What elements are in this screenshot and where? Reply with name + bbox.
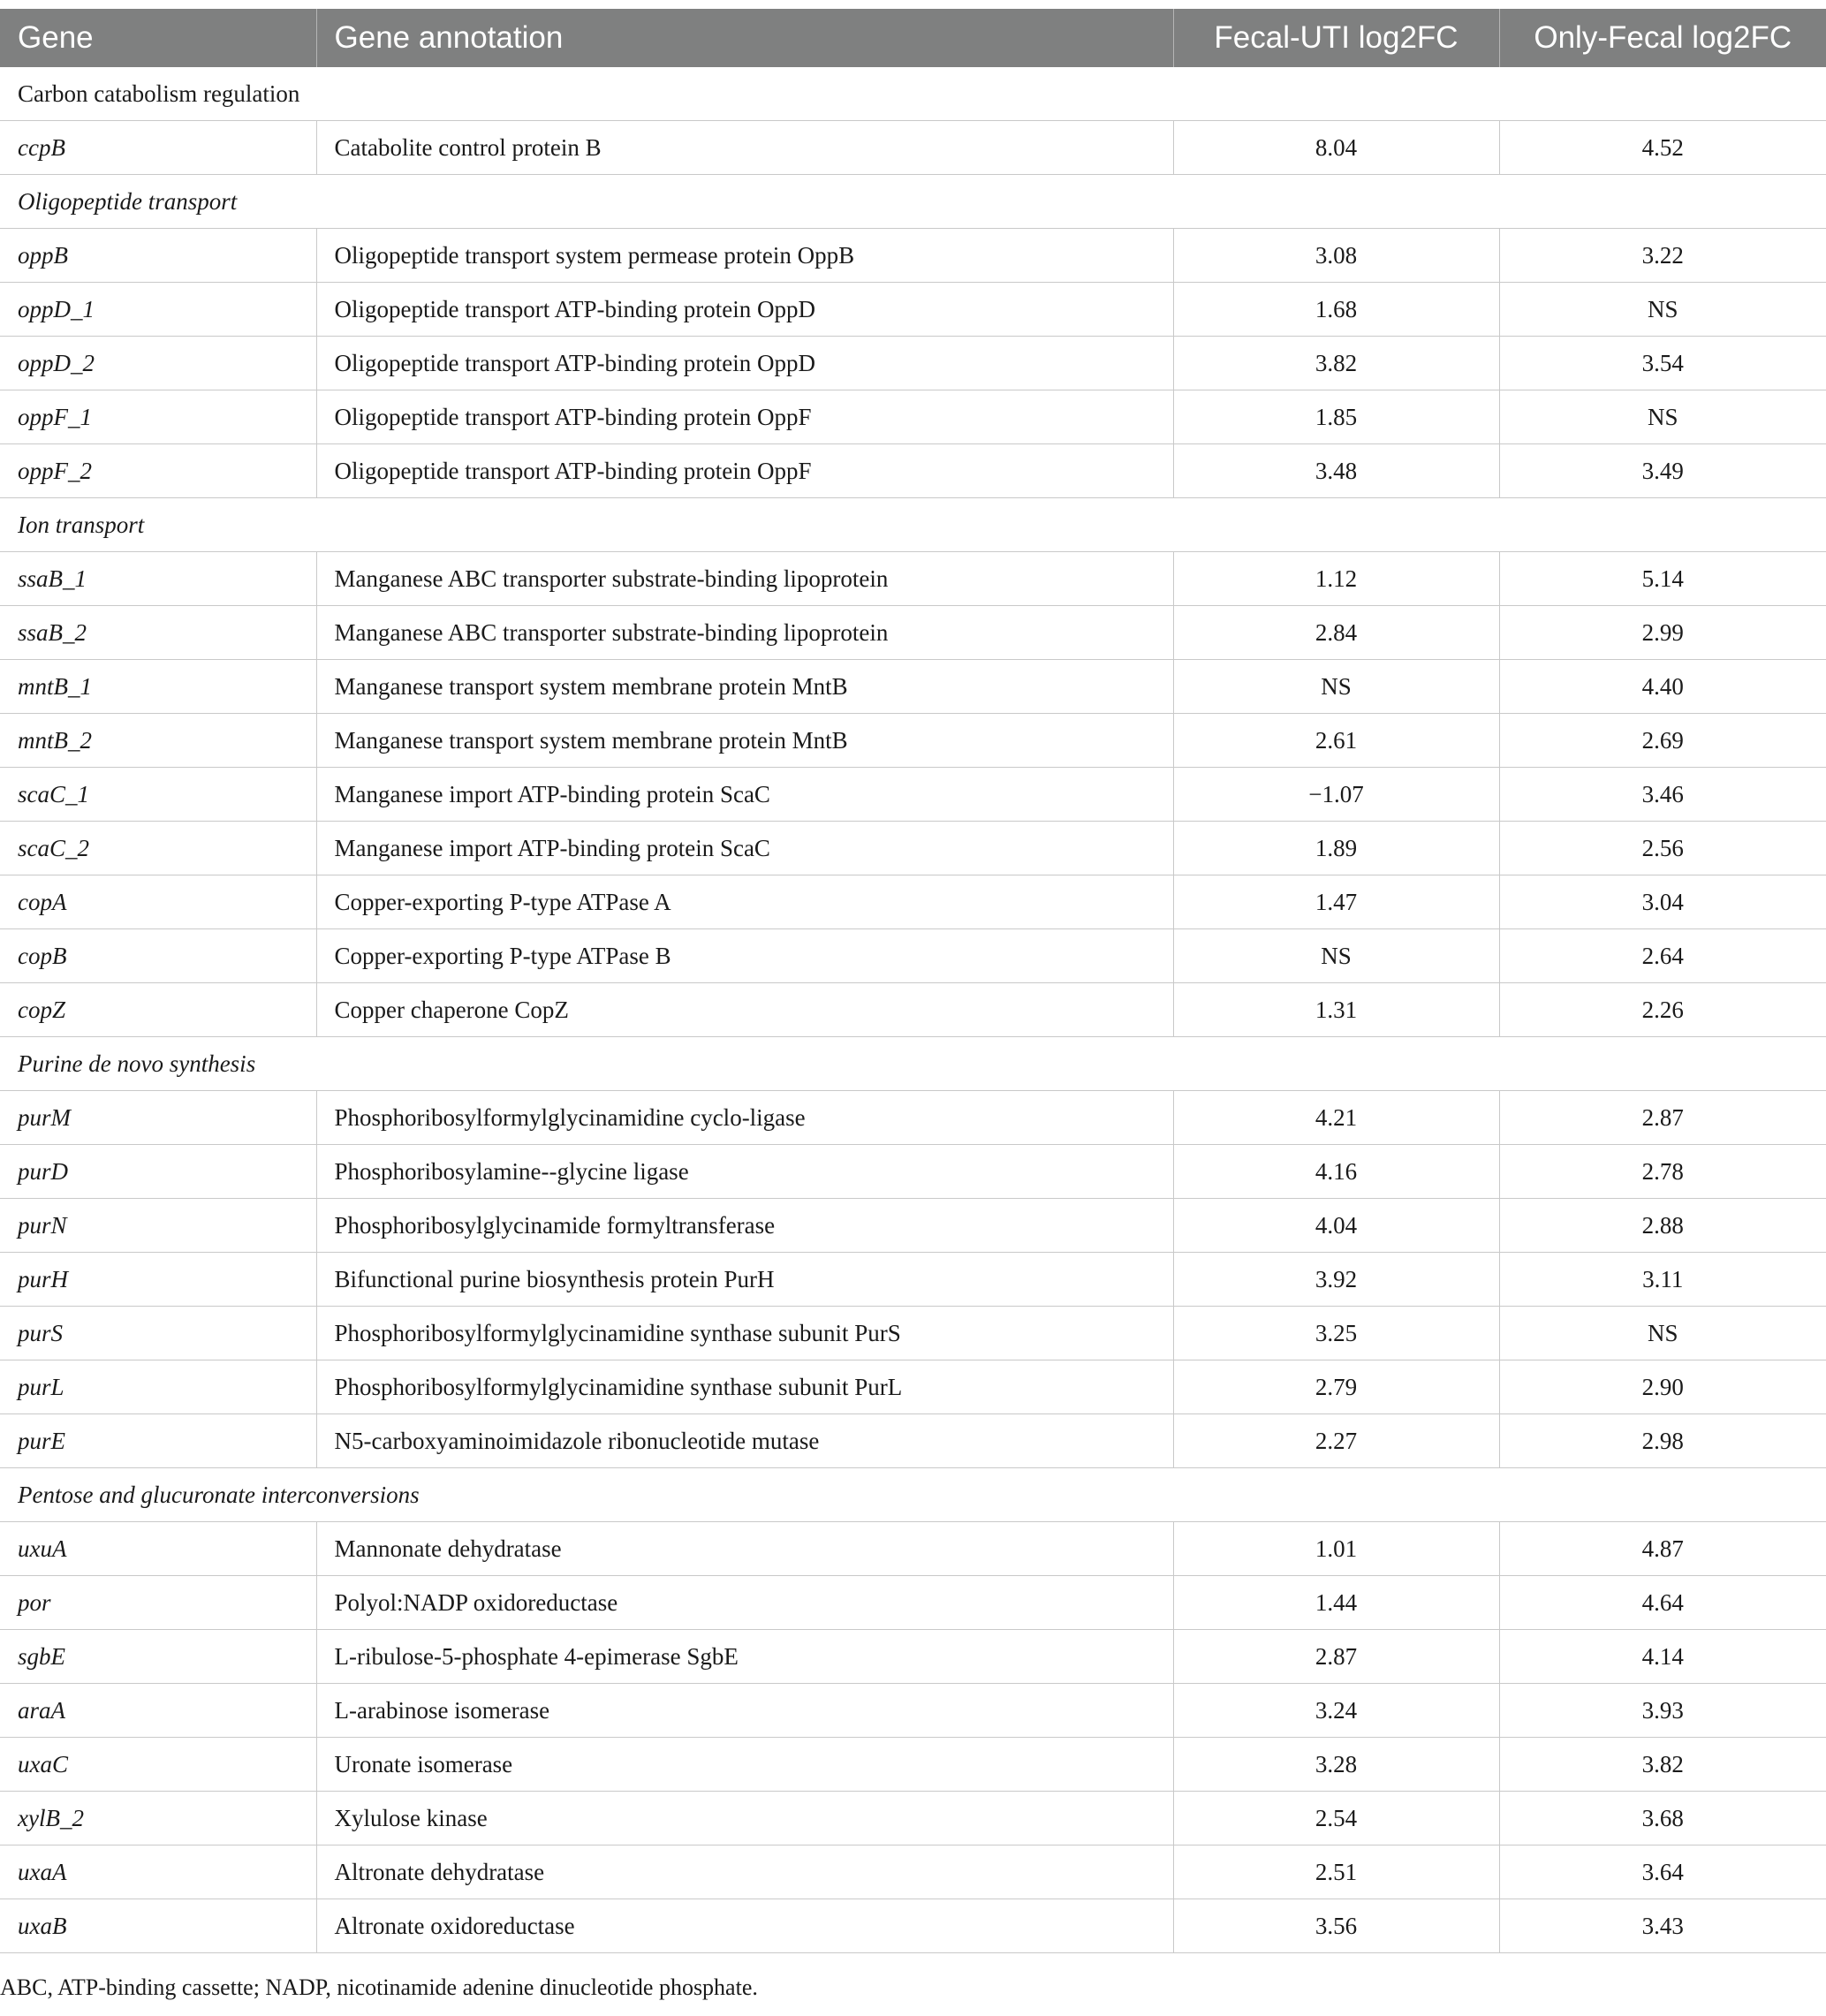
section-row [0, 67, 1826, 121]
table-row [0, 983, 1826, 1037]
only-fecal-log2fc-cell: 2.90 [1499, 1360, 1826, 1414]
fecal-uti-log2fc-cell: −1.07 [1173, 768, 1499, 822]
gene-cell: sgbE [0, 1630, 316, 1684]
gene-cell: purE [0, 1414, 316, 1468]
fecal-uti-log2fc-cell: 2.84 [1173, 606, 1499, 660]
fecal-uti-log2fc-cell: 1.47 [1173, 875, 1499, 929]
gene-cell: purM [0, 1091, 316, 1145]
table-footnote: ABC, ATP-binding cassette; NADP, nicotinamide adenine dinucleotide phosphate. [0, 1974, 758, 2000]
table-row [0, 660, 1826, 714]
table-row [0, 1522, 1826, 1576]
annotation-cell: Phosphoribosylamine--glycine ligase [316, 1145, 1173, 1199]
table-row [0, 121, 1826, 175]
gene-cell: ccpB [0, 121, 316, 175]
table-row [0, 606, 1826, 660]
fecal-uti-log2fc-cell: 3.56 [1173, 1899, 1499, 1953]
only-fecal-log2fc-cell: 3.22 [1499, 229, 1826, 283]
gene-cell: xylB_2 [0, 1792, 316, 1845]
only-fecal-log2fc-cell: 4.52 [1499, 121, 1826, 175]
table-row [0, 1845, 1826, 1899]
gene-cell: purN [0, 1199, 316, 1253]
only-fecal-log2fc-cell: 2.69 [1499, 714, 1826, 768]
table-row [0, 283, 1826, 337]
table-row [0, 1360, 1826, 1414]
header-only-fecal-log2fc: Only-Fecal log2FC [1499, 9, 1826, 67]
annotation-cell: Altronate dehydratase [316, 1845, 1173, 1899]
only-fecal-log2fc-cell: 2.87 [1499, 1091, 1826, 1145]
gene-cell: copA [0, 875, 316, 929]
table-row [0, 552, 1826, 606]
only-fecal-log2fc-cell: NS [1499, 390, 1826, 444]
table-row [0, 390, 1826, 444]
section-row [0, 175, 1826, 229]
gene-cell: uxaC [0, 1738, 316, 1792]
only-fecal-log2fc-cell: 3.82 [1499, 1738, 1826, 1792]
only-fecal-log2fc-cell: 3.49 [1499, 444, 1826, 498]
section-title: Ion transport [0, 498, 1826, 552]
fecal-uti-log2fc-cell: 1.44 [1173, 1576, 1499, 1630]
annotation-cell: Copper chaperone CopZ [316, 983, 1173, 1037]
only-fecal-log2fc-cell: 4.64 [1499, 1576, 1826, 1630]
annotation-cell: Xylulose kinase [316, 1792, 1173, 1845]
fecal-uti-log2fc-cell: 4.21 [1173, 1091, 1499, 1145]
table-row [0, 768, 1826, 822]
section-title: Pentose and glucuronate interconversions [0, 1468, 1826, 1522]
annotation-cell: Manganese transport system membrane protein MntB [316, 660, 1173, 714]
annotation-cell: Manganese ABC transporter substrate-binding lipoprotein [316, 552, 1173, 606]
gene-cell: uxaB [0, 1899, 316, 1953]
table-row [0, 1684, 1826, 1738]
gene-cell: uxuA [0, 1522, 316, 1576]
header-gene: Gene [0, 9, 316, 67]
fecal-uti-log2fc-cell: 8.04 [1173, 121, 1499, 175]
annotation-cell: Oligopeptide transport ATP-binding protein OppF [316, 390, 1173, 444]
section-row [0, 1037, 1826, 1091]
only-fecal-log2fc-cell: 2.64 [1499, 929, 1826, 983]
annotation-cell: N5-carboxyaminoimidazole ribonucleotide mutase [316, 1414, 1173, 1468]
only-fecal-log2fc-cell: 2.56 [1499, 822, 1826, 875]
annotation-cell: Oligopeptide transport ATP-binding protein OppF [316, 444, 1173, 498]
fecal-uti-log2fc-cell: 3.82 [1173, 337, 1499, 390]
gene-expression-table [0, 9, 1826, 1953]
table-row [0, 1253, 1826, 1307]
fecal-uti-log2fc-cell: 2.54 [1173, 1792, 1499, 1845]
only-fecal-log2fc-cell: 2.98 [1499, 1414, 1826, 1468]
annotation-cell: Catabolite control protein B [316, 121, 1173, 175]
annotation-cell: Phosphoribosylformylglycinamidine synthase subunit PurL [316, 1360, 1173, 1414]
annotation-cell: Altronate oxidoreductase [316, 1899, 1173, 1953]
section-title: Carbon catabolism regulation [0, 67, 1826, 121]
gene-cell: oppD_2 [0, 337, 316, 390]
annotation-cell: Manganese transport system membrane protein MntB [316, 714, 1173, 768]
only-fecal-log2fc-cell: 3.46 [1499, 768, 1826, 822]
table-row [0, 1414, 1826, 1468]
gene-cell: ssaB_2 [0, 606, 316, 660]
annotation-cell: Copper-exporting P-type ATPase A [316, 875, 1173, 929]
table-row [0, 929, 1826, 983]
table-row [0, 875, 1826, 929]
gene-cell: purL [0, 1360, 316, 1414]
fecal-uti-log2fc-cell: 3.92 [1173, 1253, 1499, 1307]
annotation-cell: Copper-exporting P-type ATPase B [316, 929, 1173, 983]
annotation-cell: Manganese import ATP-binding protein ScaC [316, 822, 1173, 875]
fecal-uti-log2fc-cell: 4.04 [1173, 1199, 1499, 1253]
only-fecal-log2fc-cell: 3.93 [1499, 1684, 1826, 1738]
fecal-uti-log2fc-cell: NS [1173, 660, 1499, 714]
gene-cell: mntB_1 [0, 660, 316, 714]
gene-cell: oppF_1 [0, 390, 316, 444]
fecal-uti-log2fc-cell: 2.51 [1173, 1845, 1499, 1899]
annotation-cell: L-arabinose isomerase [316, 1684, 1173, 1738]
gene-cell: ssaB_1 [0, 552, 316, 606]
only-fecal-log2fc-cell: 2.99 [1499, 606, 1826, 660]
fecal-uti-log2fc-cell: 1.89 [1173, 822, 1499, 875]
only-fecal-log2fc-cell: 4.40 [1499, 660, 1826, 714]
gene-cell: scaC_2 [0, 822, 316, 875]
annotation-cell: Uronate isomerase [316, 1738, 1173, 1792]
table-row [0, 1792, 1826, 1845]
gene-cell: oppD_1 [0, 283, 316, 337]
only-fecal-log2fc-cell: 2.78 [1499, 1145, 1826, 1199]
table-row [0, 1307, 1826, 1360]
fecal-uti-log2fc-cell: 3.24 [1173, 1684, 1499, 1738]
fecal-uti-log2fc-cell: 2.27 [1173, 1414, 1499, 1468]
annotation-cell: Manganese ABC transporter substrate-binding lipoprotein [316, 606, 1173, 660]
fecal-uti-log2fc-cell: 1.01 [1173, 1522, 1499, 1576]
fecal-uti-log2fc-cell: NS [1173, 929, 1499, 983]
table-row [0, 822, 1826, 875]
gene-cell: oppB [0, 229, 316, 283]
table-row [0, 1630, 1826, 1684]
table-row [0, 1738, 1826, 1792]
annotation-cell: Manganese import ATP-binding protein ScaC [316, 768, 1173, 822]
only-fecal-log2fc-cell: 3.43 [1499, 1899, 1826, 1953]
only-fecal-log2fc-cell: 2.88 [1499, 1199, 1826, 1253]
table-row [0, 444, 1826, 498]
table-row [0, 1576, 1826, 1630]
annotation-cell: Oligopeptide transport system permease protein OppB [316, 229, 1173, 283]
gene-cell: purH [0, 1253, 316, 1307]
only-fecal-log2fc-cell: NS [1499, 283, 1826, 337]
section-title: Oligopeptide transport [0, 175, 1826, 229]
header-fecal-uti-log2fc: Fecal-UTI log2FC [1173, 9, 1499, 67]
table-row [0, 714, 1826, 768]
annotation-cell: L-ribulose-5-phosphate 4-epimerase SgbE [316, 1630, 1173, 1684]
section-row [0, 1468, 1826, 1522]
only-fecal-log2fc-cell: 2.26 [1499, 983, 1826, 1037]
only-fecal-log2fc-cell: 3.04 [1499, 875, 1826, 929]
table-body [0, 67, 1826, 1953]
gene-table-container [0, 9, 1826, 1953]
table-row [0, 1145, 1826, 1199]
gene-cell: copZ [0, 983, 316, 1037]
gene-cell: mntB_2 [0, 714, 316, 768]
annotation-cell: Oligopeptide transport ATP-binding protein OppD [316, 283, 1173, 337]
only-fecal-log2fc-cell: 4.14 [1499, 1630, 1826, 1684]
annotation-cell: Bifunctional purine biosynthesis protein PurH [316, 1253, 1173, 1307]
gene-cell: araA [0, 1684, 316, 1738]
only-fecal-log2fc-cell: 3.54 [1499, 337, 1826, 390]
fecal-uti-log2fc-cell: 2.79 [1173, 1360, 1499, 1414]
fecal-uti-log2fc-cell: 1.12 [1173, 552, 1499, 606]
table-header [0, 9, 1826, 67]
only-fecal-log2fc-cell: 3.11 [1499, 1253, 1826, 1307]
table-row [0, 337, 1826, 390]
section-row [0, 498, 1826, 552]
annotation-cell: Polyol:NADP oxidoreductase [316, 1576, 1173, 1630]
annotation-cell: Phosphoribosylglycinamide formyltransferase [316, 1199, 1173, 1253]
gene-cell: scaC_1 [0, 768, 316, 822]
gene-cell: uxaA [0, 1845, 316, 1899]
fecal-uti-log2fc-cell: 1.68 [1173, 283, 1499, 337]
only-fecal-log2fc-cell: 4.87 [1499, 1522, 1826, 1576]
gene-cell: oppF_2 [0, 444, 316, 498]
annotation-cell: Oligopeptide transport ATP-binding protein OppD [316, 337, 1173, 390]
fecal-uti-log2fc-cell: 4.16 [1173, 1145, 1499, 1199]
only-fecal-log2fc-cell: 3.64 [1499, 1845, 1826, 1899]
annotation-cell: Phosphoribosylformylglycinamidine cyclo-ligase [316, 1091, 1173, 1145]
only-fecal-log2fc-cell: NS [1499, 1307, 1826, 1360]
table-row [0, 1899, 1826, 1953]
table-row [0, 229, 1826, 283]
fecal-uti-log2fc-cell: 3.25 [1173, 1307, 1499, 1360]
annotation-cell: Mannonate dehydratase [316, 1522, 1173, 1576]
fecal-uti-log2fc-cell: 3.48 [1173, 444, 1499, 498]
section-title: Purine de novo synthesis [0, 1037, 1826, 1091]
fecal-uti-log2fc-cell: 3.08 [1173, 229, 1499, 283]
header-gene-annotation: Gene annotation [316, 9, 1173, 67]
gene-cell: purS [0, 1307, 316, 1360]
fecal-uti-log2fc-cell: 1.85 [1173, 390, 1499, 444]
fecal-uti-log2fc-cell: 2.61 [1173, 714, 1499, 768]
fecal-uti-log2fc-cell: 2.87 [1173, 1630, 1499, 1684]
only-fecal-log2fc-cell: 3.68 [1499, 1792, 1826, 1845]
fecal-uti-log2fc-cell: 1.31 [1173, 983, 1499, 1037]
table-row [0, 1199, 1826, 1253]
fecal-uti-log2fc-cell: 3.28 [1173, 1738, 1499, 1792]
annotation-cell: Phosphoribosylformylglycinamidine synthase subunit PurS [316, 1307, 1173, 1360]
gene-cell: purD [0, 1145, 316, 1199]
table-row [0, 1091, 1826, 1145]
header-row [0, 9, 1826, 67]
only-fecal-log2fc-cell: 5.14 [1499, 552, 1826, 606]
gene-cell: por [0, 1576, 316, 1630]
gene-cell: copB [0, 929, 316, 983]
